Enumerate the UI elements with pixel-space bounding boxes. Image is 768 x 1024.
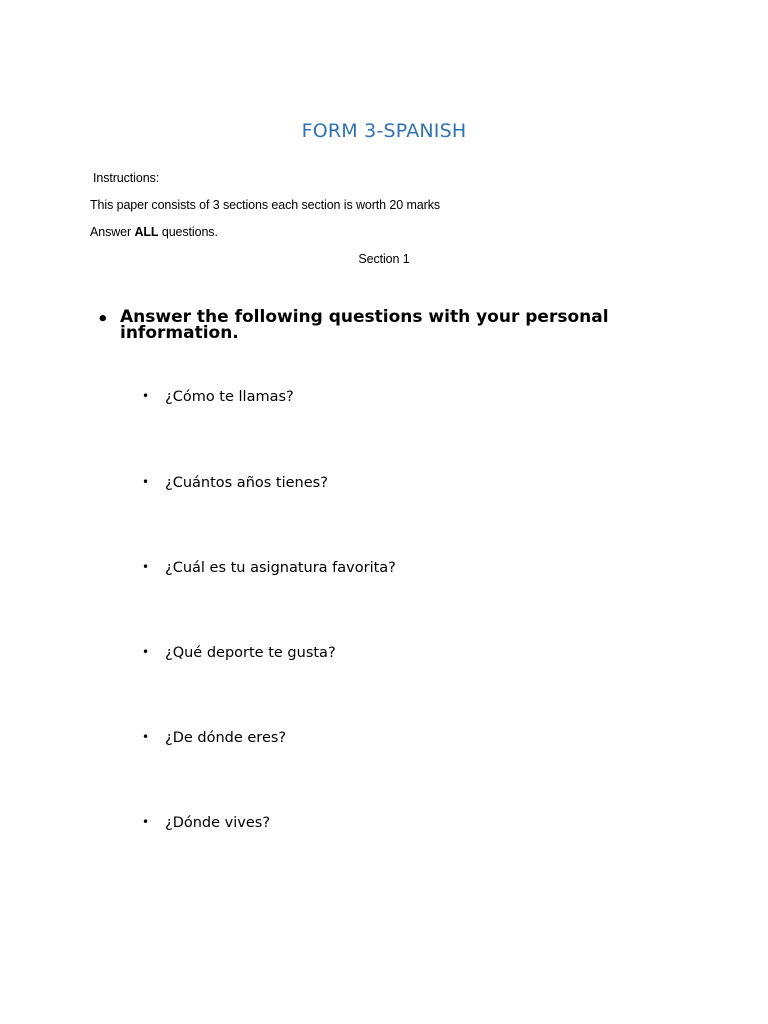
instructions-label: Instructions:	[93, 171, 160, 185]
bullet-icon: •	[142, 645, 150, 659]
question-text: ¿Qué deporte te gusta?	[165, 645, 336, 661]
answer-bold: ALL	[134, 225, 159, 239]
question-item	[142, 560, 396, 576]
main-bullet-icon: •	[97, 309, 109, 330]
page-title: FORM 3-SPANISH	[301, 120, 467, 142]
bullet-icon: •	[142, 560, 150, 574]
answer-instruction	[90, 225, 218, 239]
answer-suffix: questions.	[158, 225, 218, 239]
question-text: ¿De dónde eres?	[165, 730, 287, 746]
question-item	[142, 645, 336, 661]
main-instruction: Answer the following questions with your personal information.	[120, 307, 609, 343]
bullet-icon: •	[142, 730, 150, 744]
question-text: ¿Dónde vives?	[165, 815, 271, 831]
bullet-icon: •	[142, 475, 150, 489]
question-item	[142, 730, 286, 746]
question-text: ¿Cuál es tu asignatura favorita?	[165, 560, 396, 576]
question-item	[142, 389, 294, 405]
paper-description: This paper consists of 3 sections each section is worth 20 marks	[90, 198, 441, 212]
question-item	[142, 475, 328, 491]
question-item	[142, 815, 270, 831]
section-heading: Section 1	[358, 252, 410, 266]
question-text: ¿Cuántos años tienes?	[165, 475, 328, 491]
bullet-icon: •	[142, 815, 150, 829]
question-text: ¿Cómo te llamas?	[165, 389, 294, 405]
answer-prefix: Answer	[90, 225, 135, 239]
bullet-icon: •	[142, 389, 150, 403]
